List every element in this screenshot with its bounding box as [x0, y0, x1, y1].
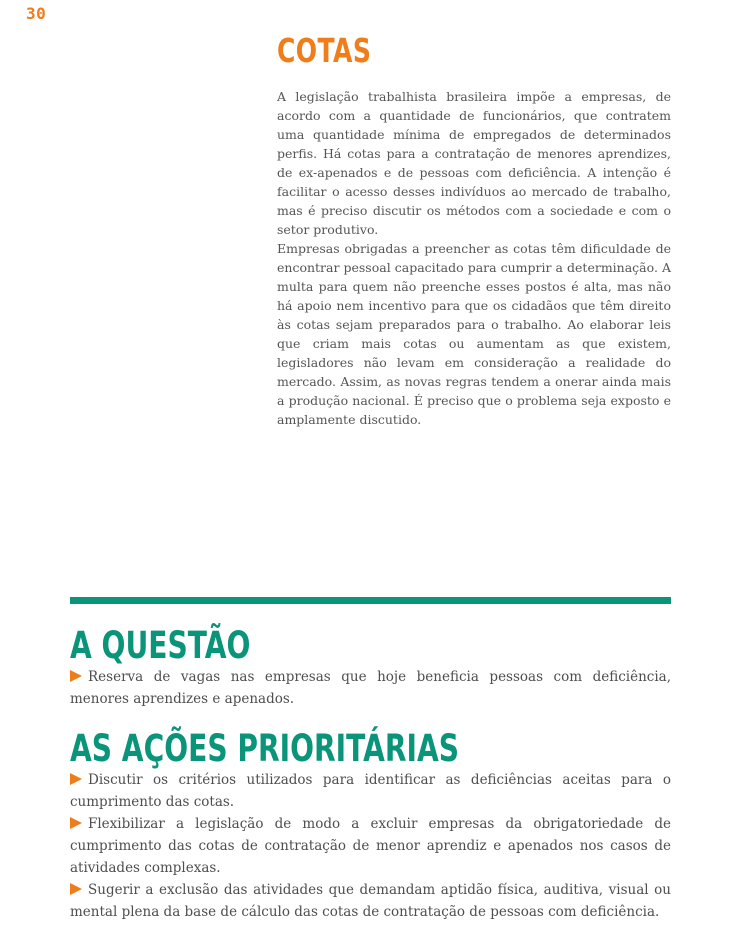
- questao-acoes-section: [70, 624, 671, 923]
- acoes-list: [70, 769, 671, 923]
- questao-text: Reserva de vagas nas empresas que hoje beneficia pessoas com deficiência, menores aprendizes e apenados.: [70, 669, 671, 707]
- questao-title: A QUESTÃO: [70, 624, 251, 667]
- acoes-item: [70, 879, 671, 923]
- acoes-item-text: Flexibilizar a legislação de modo a excluir empresas da obrigatoriedade de cumprimento das cotas de contratação de menor aprendiz e apenados nos casos de atividades complexas.: [70, 816, 671, 876]
- page-number: 30: [26, 4, 47, 23]
- acoes-title: AS AÇÕES PRIORITÁRIAS: [70, 727, 460, 770]
- triangle-bullet-icon: [70, 670, 82, 682]
- triangle-bullet-icon: [70, 773, 82, 785]
- cotas-title: COTAS: [277, 31, 372, 70]
- section-divider: [70, 597, 671, 604]
- questao-item: [70, 666, 671, 710]
- acoes-item-text: Discutir os critérios utilizados para identificar as deficiências aceitas para o cumprimento das cotas.: [70, 772, 671, 810]
- acoes-item: [70, 769, 671, 813]
- cotas-paragraph: A legislação trabalhista brasileira impõe a empresas, de acordo com a quantidade de funcionários, que contratem uma quantidade mínima de empregados de determinados perfis. Há cotas para a contratação de menores aprendizes, de ex-apenados e de pessoas com deficiência. A intenção é facilitar o acesso desses indivíduos ao mercado de trabalho, mas é preciso discutir os métodos com a sociedade e com o setor produtivo.: [277, 89, 671, 237]
- triangle-bullet-icon: [70, 817, 82, 829]
- cotas-paragraph: Empresas obrigadas a preencher as cotas têm dificuldade de encontrar pessoal capacitado para cumprir a determinação. A multa para quem não preenche esses postos é alta, mas não há apoio nem incentivo para que os cidadãos que têm direito às cotas sejam preparados para o trabalho. Ao elaborar leis que criam mais cotas ou aumentam as que existem, legisladores não levam em consideração a realidade do mercado. Assim, as novas regras tendem a onerar ainda mais a produção nacional. É preciso que o problema seja exposto e amplamente discutido.: [277, 241, 671, 427]
- acoes-item: [70, 813, 671, 879]
- triangle-bullet-icon: [70, 883, 82, 895]
- cotas-body: [277, 87, 671, 429]
- acoes-item-text: Sugerir a exclusão das atividades que demandam aptidão física, auditiva, visual ou mental plena da base de cálculo das cotas de contratação de pessoas com deficiência.: [70, 882, 671, 920]
- cotas-section: [277, 31, 671, 429]
